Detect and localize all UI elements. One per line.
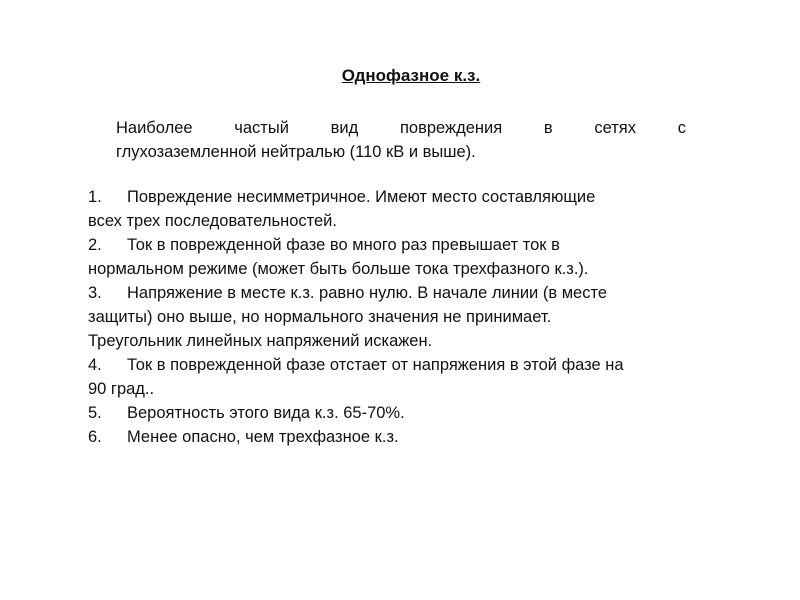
- word: повреждения: [400, 119, 503, 137]
- list-item-number: 3.: [88, 284, 102, 302]
- intro-paragraph: [116, 116, 686, 164]
- list-item-text: Ток в поврежденной фазе отстает от напряжения в этой фазе на: [127, 356, 624, 374]
- list-item-line: [88, 257, 624, 281]
- word: с: [677, 119, 686, 137]
- list-item-number: 6.: [88, 428, 102, 446]
- word: вид: [330, 119, 359, 137]
- word: Наиболее: [116, 119, 193, 137]
- list-item-text: Вероятность этого вида к.з. 65-70%.: [127, 404, 405, 422]
- list-item-line: [88, 401, 624, 425]
- list-item-number: 4.: [88, 356, 102, 374]
- numbered-list: [88, 185, 624, 449]
- list-item-text: 90 град..: [88, 380, 155, 398]
- list-item-line: [88, 353, 624, 377]
- list-item-line: [88, 233, 624, 257]
- intro-line-2: глухозаземленной нейтралью (110 кВ и выше).: [116, 143, 476, 161]
- list-item-text: нормальном режиме (может быть больше тока трехфазного к.з.).: [88, 260, 589, 278]
- list-item-text: всех трех последовательностей.: [88, 212, 337, 230]
- list-item-line: [88, 281, 624, 305]
- list-item-line: [88, 305, 624, 329]
- list-item-line: [88, 185, 624, 209]
- list-item-number: 5.: [88, 404, 102, 422]
- list-item-text: Треугольник линейных напряжений искажен.: [88, 332, 433, 350]
- word: сетях: [594, 119, 636, 137]
- list-item-line: [88, 425, 624, 449]
- list-item-text: Повреждение несимметричное. Имеют место составляющие: [127, 188, 596, 206]
- list-item-line: [88, 329, 624, 353]
- intro-line-1: [116, 116, 686, 140]
- slide-title: Однофазное к.з.: [341, 66, 481, 85]
- list-item-number: 1.: [88, 188, 102, 206]
- list-item-text: защиты) оно выше, но нормального значения не принимает.: [88, 308, 552, 326]
- list-item-text: Менее опасно, чем трехфазное к.з.: [127, 428, 399, 446]
- word: частый: [234, 119, 289, 137]
- word: в: [543, 119, 553, 137]
- list-item-line: [88, 377, 624, 401]
- list-item-number: 2.: [88, 236, 102, 254]
- list-item-text: Напряжение в месте к.з. равно нулю. В начале линии (в месте: [127, 284, 608, 302]
- list-item-line: [88, 209, 624, 233]
- list-item-text: Ток в поврежденной фазе во много раз превышает ток в: [127, 236, 560, 254]
